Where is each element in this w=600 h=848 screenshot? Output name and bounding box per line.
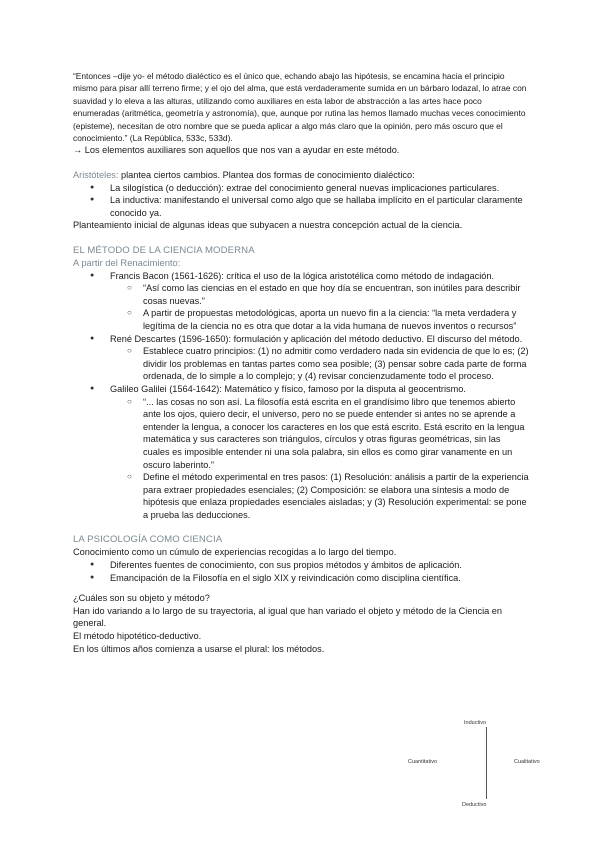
sub-list-item bbox=[73, 345, 529, 383]
list-item-text: Francis Bacon (1561-1626): crítica el uso de la lógica aristotélica como método de indagación. bbox=[110, 270, 495, 281]
method-axis-diagram bbox=[400, 718, 560, 818]
list-item-text: René Descartes (1596-1650): formulación y aplicación del método deductivo. El discurso del método. bbox=[110, 333, 523, 344]
circle-bullet-icon: ○ bbox=[127, 283, 132, 293]
sub-list-item-text: “... las cosas no son así. La filosofía está escrita en el grandísimo libro que tenemos abierto ante los ojos, quiero decir, el universo, pero no se puede entender si antes no se aprende a entender la lengua, a conocer los caracteres en los que está escrito. Está escrito en la lengua matemática y sus caracteres son triángulos, círculos y otras figuras geométricas, sin las cuales es imposible entender ni una sola palabra, sin ellos es como girar vanamente en un oscuro laberinto.” bbox=[143, 396, 525, 470]
list-item bbox=[73, 559, 529, 572]
axis-label-right: Cualitativo bbox=[514, 759, 540, 765]
bullet-icon: ● bbox=[90, 196, 95, 204]
sub-list-item bbox=[73, 396, 529, 472]
arrow-note: → Los elementos auxiliares son aquellos que nos van a ayudar en este método. bbox=[73, 145, 400, 156]
list-item bbox=[73, 572, 529, 585]
paragraph-line: El método hipotético-deductivo. bbox=[73, 631, 202, 642]
paragraph-line: Han ido variando a lo largo de su trayectoria, al igual que han variado el objeto y método de la Ciencia en general. bbox=[73, 605, 503, 629]
circle-bullet-icon: ○ bbox=[127, 346, 132, 356]
authors-list bbox=[73, 270, 529, 522]
section-intro: Conocimiento como un cúmulo de experiencias recogidas a lo largo del tiempo. bbox=[73, 547, 397, 558]
list-item bbox=[73, 182, 529, 195]
vertical-axis-line bbox=[486, 727, 487, 799]
list-item-text: La silogística (o deducción): extrae del conocimiento general nuevas implicaciones particulares. bbox=[110, 182, 500, 193]
sub-list-item-text: Establece cuatro principios: (1) no admitir como verdadero nada sin evidencia de que lo es; (2) dividir los problemas en tantas partes como sea posible; (3) pensar sobre cada parte de forma ordenada, de lo simple a lo complejo; y (4) revisar concienzudamente todo el proceso. bbox=[143, 346, 529, 382]
bullet-icon: ● bbox=[90, 384, 95, 392]
list-item-text: La inductiva: manifestando el universal como algo que se hallaba implícito en el particular claramente conocido ya. bbox=[110, 195, 523, 218]
objeto-metodo-question: ¿Cuáles son su objeto y método? bbox=[73, 593, 210, 604]
sub-list-item-text: Define el método experimental en tres pasos: (1) Resolución: análisis a partir de la experiencia para extraer propiedades esenciales; (2) Composición: se elabora una síntesis a modo de hipótesis que enlaza propiedades esenciales aisladas; y (3) Resolución experimental: se pone a prueba las deducciones. bbox=[143, 472, 529, 520]
bullet-icon: ● bbox=[90, 573, 95, 581]
aristoteles-text: plantea ciertos cambios. Plantea dos formas de conocimiento dialéctico: bbox=[118, 170, 415, 181]
sub-list-item bbox=[73, 282, 529, 307]
sub-list-item bbox=[73, 471, 529, 521]
sub-list-item-text: A partir de propuestas metodológicas, aporta un nuevo fin a la ciencia: “la meta verdadera y legítima de la ciencia no es otra que dotar a la vida humana de nuevos inventos o recursos” bbox=[143, 308, 517, 331]
aristoteles-paragraph bbox=[73, 169, 529, 182]
bullet-icon: ● bbox=[90, 334, 95, 342]
list-item-text: Galileo Galilei (1564-1642): Matemático y físico, famoso por la disputa al geocentrismo. bbox=[110, 383, 466, 394]
bullet-icon: ● bbox=[90, 271, 95, 279]
list-item-text: Diferentes fuentes de conocimiento, con sus propios métodos y ámbitos de aplicación. bbox=[110, 560, 462, 571]
document-page bbox=[73, 70, 529, 655]
section-title-ciencia-moderna: EL MÉTODO DE LA CIENCIA MODERNA bbox=[73, 245, 255, 256]
axis-label-bottom: Deductivo bbox=[462, 802, 487, 808]
axis-label-top: Inductivo bbox=[464, 720, 487, 726]
plato-quote: “Entonces –dije yo- el método dialéctico es el único que, echando abajo las hipótesis, se encamina hacia el principio mismo para pisar allí terreno firme; y el ojo del alma, que está verdaderamente sumida en un bárbaro lodazal, lo atrae con suavidad y lo eleva a las alturas, utilizando como auxiliares en esta labor de abstracción a las artes hace poco enumeradas (aritmética, geometría y astronomía), que, aunque por rutina las hemos llamado muchas veces conocimiento (episteme), necesitan de otro nombre que se pueda aplicar a algo más claro que la opinión, pero más oscuro que el conocimiento.” (La República, 533c, 533d). bbox=[73, 71, 527, 144]
paragraph-line: En los últimos años comienza a usarse el plural: los métodos. bbox=[73, 643, 325, 654]
list-item-text: Emancipación de la Filosofía en el siglo XIX y reivindicación como disciplina científica. bbox=[110, 572, 461, 583]
bullet-icon: ● bbox=[90, 561, 95, 569]
list-item-galileo bbox=[73, 383, 529, 396]
section-subtitle-renacimiento: A partir del Renacimiento: bbox=[73, 257, 181, 268]
circle-bullet-icon: ○ bbox=[127, 396, 132, 406]
bullet-icon: ● bbox=[90, 183, 95, 191]
list-item-bacon bbox=[73, 270, 529, 283]
axis-label-left: Cuantitativo bbox=[408, 759, 438, 765]
aristoteles-closing: Planteamiento inicial de algunas ideas que subyacen a nuestra concepción actual de la ciencia. bbox=[73, 220, 463, 231]
aristoteles-name: Aristóteles: bbox=[73, 170, 119, 181]
aristoteles-list bbox=[73, 182, 529, 220]
sub-list-item bbox=[73, 307, 529, 332]
circle-bullet-icon: ○ bbox=[127, 308, 132, 318]
sub-list-item-text: “Así como las ciencias en el estado en que hoy día se encuentran, son inútiles para describir cosas nuevas.” bbox=[143, 283, 521, 306]
list-item-descartes bbox=[73, 333, 529, 346]
list-item bbox=[73, 194, 529, 219]
circle-bullet-icon: ○ bbox=[127, 472, 132, 482]
section-title-psicologia: LA PSICOLOGÍA COMO CIENCIA bbox=[73, 534, 223, 546]
psicologia-list bbox=[73, 559, 529, 584]
